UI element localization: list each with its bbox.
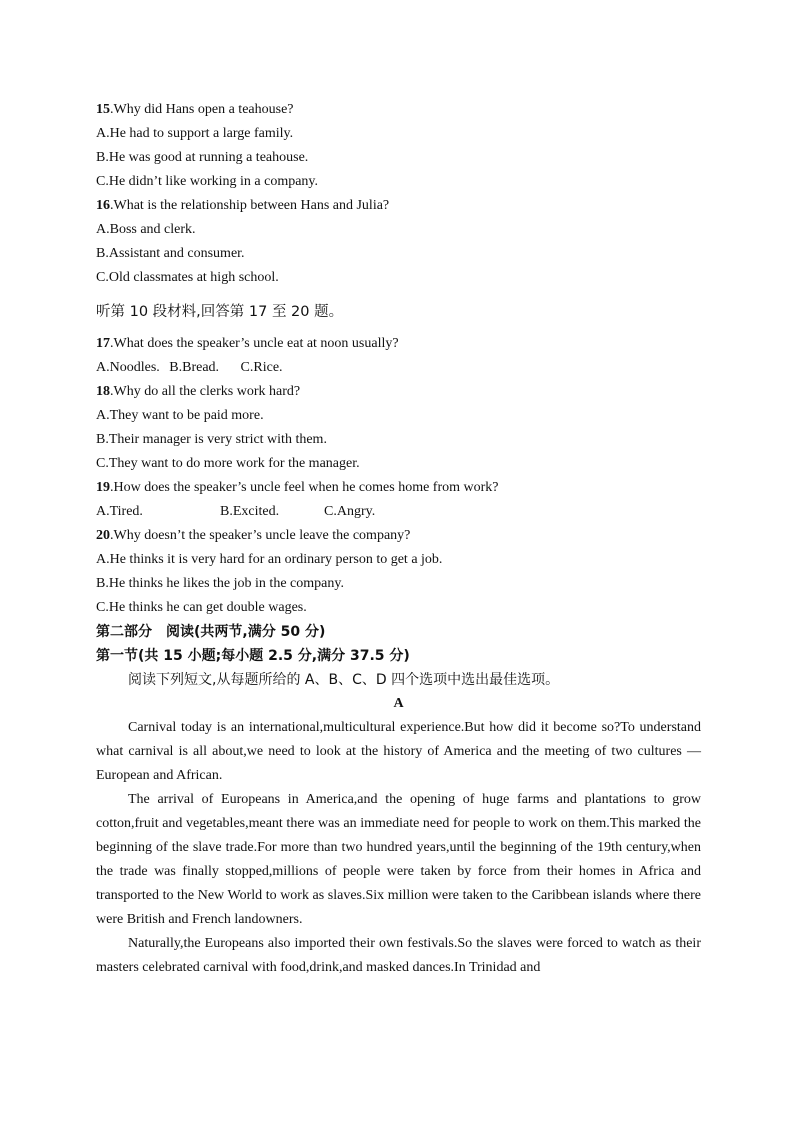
question-text: .What is the relationship between Hans and Julia? bbox=[110, 198, 390, 213]
question-stem bbox=[96, 380, 701, 404]
passage-paragraph: Carnival today is an international,multicultural experience.But how did it become so?To understand what carnival is all about,we need to look at the history of America and the meeting of two cultures —European and African. bbox=[96, 720, 701, 783]
question-number: 16 bbox=[96, 198, 110, 213]
answer-option: A.Tired. bbox=[96, 504, 143, 519]
question-number: 17 bbox=[96, 336, 110, 351]
question-stem bbox=[96, 98, 701, 122]
reading-instruction: 阅读下列短文,从每题所给的 A、B、C、D 四个选项中选出最佳选项。 bbox=[128, 672, 560, 688]
question-stem bbox=[96, 194, 701, 218]
part-title: 第二部分 阅读(共两节,满分 50 分) bbox=[96, 624, 326, 640]
answer-option: C.Angry. bbox=[324, 504, 376, 519]
question-number: 18 bbox=[96, 384, 110, 399]
question-stem bbox=[96, 476, 701, 500]
answer-options-row bbox=[96, 500, 701, 524]
answer-option: B.He thinks he likes the job in the company. bbox=[96, 576, 344, 591]
answer-option: B.Assistant and consumer. bbox=[96, 246, 245, 261]
question-stem bbox=[96, 524, 701, 548]
answer-option: A.He thinks it is very hard for an ordinary person to get a job. bbox=[96, 552, 443, 567]
answer-option: B.Excited. bbox=[220, 504, 280, 519]
answer-option: B.Their manager is very strict with them. bbox=[96, 432, 327, 447]
answer-options-row bbox=[96, 356, 701, 380]
answer-option: A.Boss and clerk. bbox=[96, 222, 196, 237]
question-text: .Why did Hans open a teahouse? bbox=[110, 102, 294, 117]
answer-option: C.Old classmates at high school. bbox=[96, 270, 279, 285]
question-stem bbox=[96, 332, 701, 356]
exam-page bbox=[96, 98, 701, 980]
answer-option: B.He was good at running a teahouse. bbox=[96, 150, 309, 165]
question-number: 15 bbox=[96, 102, 110, 117]
answer-option: C.He thinks he can get double wages. bbox=[96, 600, 307, 615]
answer-option: A.He had to support a large family. bbox=[96, 126, 294, 141]
section-title: 第一节(共 15 小题;每小题 2.5 分,满分 37.5 分) bbox=[96, 648, 410, 664]
answer-option: A.Noodles. bbox=[96, 360, 160, 375]
answer-option: B.Bread. bbox=[169, 360, 220, 375]
answer-option: C.They want to do more work for the manager. bbox=[96, 456, 360, 471]
question-text: .Why doesn’t the speaker’s uncle leave the company? bbox=[110, 528, 411, 543]
answer-option: C.He didn’t like working in a company. bbox=[96, 174, 319, 189]
passage-paragraph: The arrival of Europeans in America,and the opening of huge farms and plantations to grow cotton,fruit and vegetables,meant there was an immediate need for people to work on them.This marked the beginning of the slave trade.For more than two hundred years,until the beginning of the 19th century,when the trade was finally stopped,millions of people were taken by force from their homes in Africa and transported to the New World to work as slaves.Six million were taken to the Caribbean islands where there were British and French landowners. bbox=[96, 792, 701, 927]
question-text: .Why do all the clerks work hard? bbox=[110, 384, 301, 399]
question-text: .How does the speaker’s uncle feel when he comes home from work? bbox=[110, 480, 499, 495]
question-number: 20 bbox=[96, 528, 110, 543]
question-number: 19 bbox=[96, 480, 110, 495]
question-text: .What does the speaker’s uncle eat at noon usually? bbox=[110, 336, 399, 351]
listening-instruction: 听第 10 段材料,回答第 17 至 20 题。 bbox=[96, 304, 344, 320]
passage-paragraph: Naturally,the Europeans also imported their own festivals.So the slaves were forced to watch as their masters celebrated carnival with food,drink,and masked dances.In Trinidad and bbox=[96, 936, 701, 975]
answer-option: A.They want to be paid more. bbox=[96, 408, 264, 423]
answer-option: C.Rice. bbox=[240, 360, 283, 375]
passage-label: A bbox=[393, 696, 404, 711]
